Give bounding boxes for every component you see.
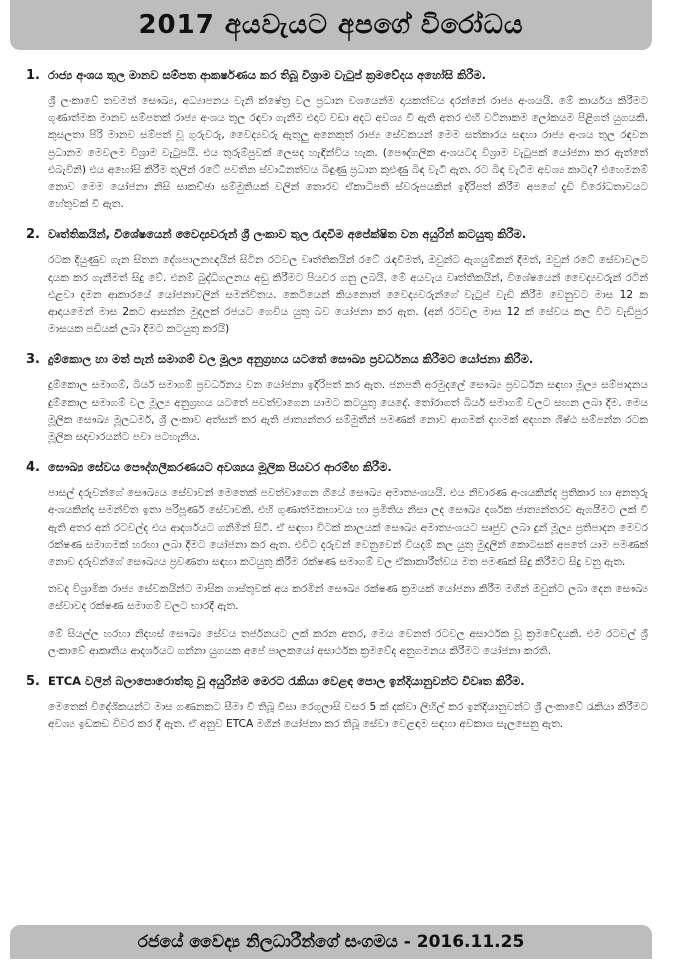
header-banner: [10, 0, 652, 50]
section-paragraph: රටක දියුණුව ගැන සිතන දේශපාලනඥයින් සිටින රටවල වෘත්තිකයින් රටේ රැඳවීමත්, ඔවුන්ට ඇගයුම්කන් දීමත්, ඔවුන් රටේ සේවාවලට දායක කර ගැනීමත් සිදු වේ. එනම් බුද්ධිගලනය අඩු කිරීමට පියවර ගනු ලබයි. මේ අයවැය වෘත්තිකයින්, විශේෂයෙන් වෛද්‍යවරුන් රටින් එළවා දමන ආකාරයේ යෝජනාවලින් සමන්විතය. කෙටියෙන් කියනොත් වෛද්‍යවරුන්ගේ වැටුප් වැඩි කිරීම වෙනුවට මාස 12 ක ආදායමෙන් මාස 2කට ආසන්න මුදලක් රජයට ගෙවිය යුතු බව යෝජනා කර ඇත. (අන් රටවල මාස 12 ක් සේවය කල විට වැඩිපුර මාසයක පඩියක් ලබා දීමට කටයුතු කරයි): [48, 254, 648, 336]
footer-signature: රජයේ වෛද්‍ය නිලධාරීන්ගේ සංගමය - 2016.11.25: [137, 932, 525, 952]
section-2: [26, 227, 648, 338]
section-paragraph: පාසල් දරුවන්ගේ සෞඛ්‍යය සේවාවන් මෙතෙක් පවත්වාගෙන ගියේ සෞඛ්‍ය අමාත්‍යංශයයි. එය නිවාරණ අංශයකින්ද ප්‍රතිකාර හා අනතුරු අංශයකින්ද සමන්විත ඉතා පරිපූර්ණ සේවාවකි. එහි ගුණාත්මකභාවය හා ප්‍රමිතිය නිසා ලද සෞඛ්‍ය දර්ශක ජාත්‍යන්තරව ඇගයීමට ලක් වී ඇති අතර අන් රටවල්ද එය ආදර්ශයට ගනිමින් සිටී. ඒ සඳහා විටක් කාලයක් සෞඛ්‍ය අමාත්‍යංශයට සෘජුව ලබා දුන් මූල්‍ය ප්‍රතිපාදන මෙවර රක්ෂණ සමාගමක් හරහා ලබා දීමට යෝජනා කර ඇත. එවිට දරුවන් වෙනුවෙන් වියදම් කල යුතු මුදලින් කොටසක් අපතේ යාම පමණක් නොව දරුවන්ගේ සෞඛ්‍යය ප්‍රවණතා සඳහා කටයුතු කිරීම රක්ෂණ සමාගම් වල ඒකාකාරීත්වය මත පමණක් සිදු කිරීමට සිදු වනු ඇත.: [48, 487, 648, 569]
section-heading: [26, 227, 648, 242]
section-title: දුම්කොල හා මත් පැන් සමාගම් වල මූල්‍ය අනුග්‍රහය යටතේ සෞඛ්‍ය ප්‍රවර්ධනය කිරීමට යෝජනා කිරීම.: [48, 352, 534, 367]
page-title: 2017 අයවැයට අපගේ විරෝධය: [138, 9, 524, 40]
section-heading: [26, 352, 648, 367]
footer-banner: [10, 925, 652, 959]
section-paragraph: මෙතෙක් විදේශිකයන්ට මාස ගණනකට සීමා වී තිබූ වීසා රෙගුලාසි වසර 5 ක් දක්වා ලිහිල් කර ඉන්දියානුවන්ට ශ්‍රී ලංකාවේ රැකියා කිරීමට අවශ්‍ය ඉඩකඩ විවර කර දී ඇත. ඒ අනුව ETCA මගින් යෝජනා කර තිබූ සේවා වෙළඳාම සඳහා අවකාශ සැලසෙනු ඇත.: [48, 701, 648, 731]
section-paragraph: ශ්‍රී ලංකාවේ තවමත් සෞඛ්‍ය, අධ්‍යාපනය වැනි ක්ෂේත්‍ර වල ප්‍රධාන වශයෙන්ම දායකත්වය දරන්නේ රාජ්‍ය අංශයයි. මේ කාර්යය කිරීමට ගුණාත්මක මානව සම්පතක් රාජ්‍ය අංශය තුල රඳවා ගැනීම එදාට වඩා අදට අවශ්‍ය වී ඇති අතර එහි වටිනාකම ලෝකයම පිළිගත් යුගයකි. කුසලතා පිරි මානව සම්පත් වූ ගුරුවරු, වෛද්‍යවරු ඇතුලු අනෙකුත් රාජ්‍ය සේවකයන් මෙම සත්කාරය සඳහා රාජ්‍ය අංශය තුල රඳවන ප්‍රධානම මෙවලම විශ්‍රාම වැටුපයි. එය තුරුම්පුවක් ලෙසද හැඳින්විය හැක. (පෞද්ගලික අංශයටද විශ්‍රාම වැටුපක් යෝජනා කර ඇත්තේ එබැවිනි) එය අහෝසි කිරීම තුලින් රටේ පවතින ස්වාධීනත්වය බිඳුණු ප්‍රධාන කුළුණු බිඳ වැටී ඇත. රට බිඳ වැටීම අවශ්‍ය කාටද? එහෙමනම් නොව මෙම යෝජනා නිසි සාකච්ඡා සම්මුතියක් වලින් තොරව ඒකාධිපති ස්වරූපයකින් ඉදිරිපත් කිරීම අපගේ දැඩි විරෝධතාවයට හේතුවක් වී ඇත.: [48, 95, 648, 211]
section-number: 5.: [26, 674, 40, 690]
section-paragraph: දුම්කොල සමාගම්, බියර් සමාගම් ප්‍රවර්ධනය වන යෝජනා ඉදිරිපත් කර ඇත. ජනපති අරමුදලේ සෞඛ්‍ය ප්‍රවර්ධන සඳහා මූල්‍ය සම්පාදනය දුම්කොල සමාගම් වල මූල්‍ය අනුග්‍රහය යටතේ පවත්වාගෙන යාමට කටයුතු යෙදේ. තෝරාගත් බියර් සමාගම් වලට සහන ලබා දීම. මෙය මූලික සෞඛ්‍ය මූලධර්ම, ශ්‍රී ලංකාව අත්සන් කර ඇති ජාත්‍යන්තර සම්මුතීන් පමණක් නොව ආගමක් දහමක් අදහන ශිෂ්ඨ සම්පන්න රටක මූලික සදාචාරයන්ට පවා පටහැනිය.: [48, 379, 648, 444]
section-3: [26, 352, 648, 446]
section-heading: [26, 674, 648, 689]
section-number: 4.: [26, 460, 40, 476]
section-number: 2.: [26, 227, 40, 243]
document-body: [26, 68, 648, 747]
section-title: සෞඛ්‍ය සේවය පෞද්ගලීකරණයට අවශ්‍යය මූලික පියවර ආරම්භ කිරීම.: [48, 460, 392, 475]
section-4: [26, 460, 648, 660]
section-paragraph: තවද විශ්‍රාමික රාජ්‍ය සේවකයින්ට මාසික ගාස්තුවක් අය කරමින් සෞඛ්‍ය රක්ෂණ ක්‍රමයක් යෝජනා කිරීම මගින් ඔවුන්ට ලබා දෙන සෞඛ්‍ය සේවාවද රක්ෂණ සමාගම් වලට භාරදී ඇත.: [48, 583, 648, 613]
section-number: 1.: [26, 68, 40, 83]
section-title: වෘත්තිකයින්, විශේෂයෙන් වෛද්‍යවරුන් ශ්‍රී ලංකාව තුල රැඳවීම අපේක්ෂිත වන අයුරින් කටයුතු කිරීම.: [48, 227, 527, 242]
section-1: [26, 68, 648, 213]
section-heading: [26, 460, 648, 475]
section-number: 3.: [26, 352, 40, 368]
section-5: [26, 674, 648, 733]
section-title: රාජ්‍ය අංශය තුල මානව සම්පත ආකර්ෂණය කර තිබූ විශ්‍රාම වැටුප් ක්‍රමවේදය අහෝසි කිරීම.: [48, 68, 486, 82]
section-heading: [26, 68, 648, 83]
section-paragraph: මේ සියල්ල හරහා නිදහස් සෞඛ්‍ය සේවය තර්ජනයට ලක් කරන අතර, මෙය වෙනත් රටවල අසාර්ථක වූ ක්‍රමවේදයකි. එම රටවල් ශ්‍රී ලංකාවේ ආකෘතිය ආදර්ශයට ගන්නා යුගයක අපේ පාලකයෝ අසාර්ථක ක්‍රමවේද අනුගමනය කිරීමට යෝජනා කරති.: [48, 627, 648, 657]
section-title: ETCA වලින් බලාපොරොත්තු වූ අයුරින්ම මෙරට රැකියා වෙළඳ පොල ඉන්දියානුවන්ට විවෘත කිරීම.: [48, 674, 525, 689]
